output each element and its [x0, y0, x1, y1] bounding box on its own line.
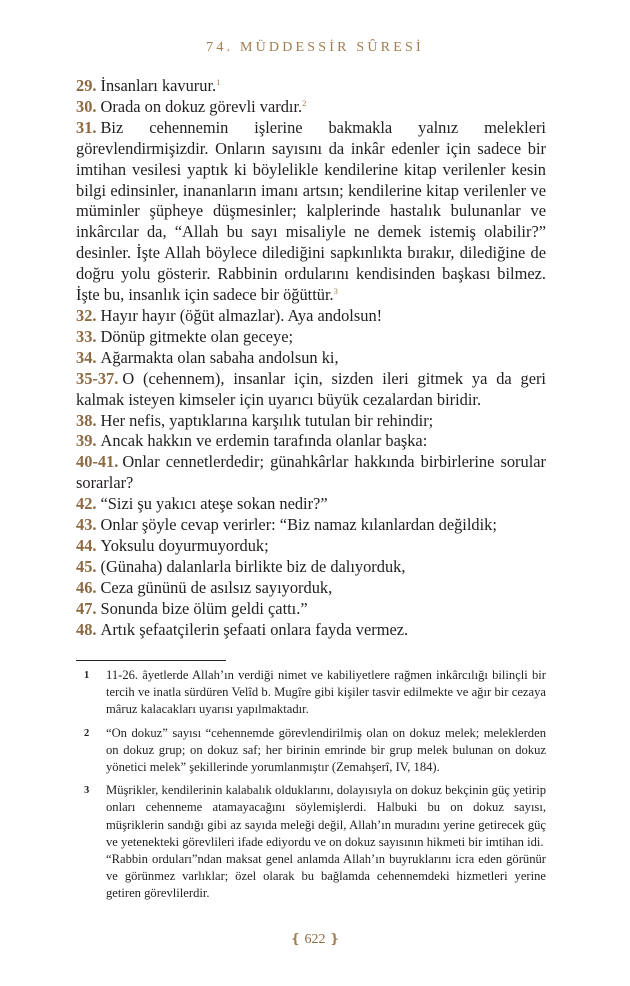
verse	[76, 369, 546, 411]
verse-number: 40-41.	[76, 452, 119, 472]
verse-text: Biz cehennemin işlerine bakmakla yalnız melekleri görevlendirmişizdir. Onların sayısını da inkâr edenler için sadece bir imtihan vesilesi yaptık ki böylelikle kendilerine kitap verilenler kesin bilgi edinsinler, inananların imanı artsın; kendilerine kitap verilenler ve müminler şüpheye düşmesinler; kalplerinde hastalık bulunanlar ve inkârcılar da, “Allah bu sayı misaliyle ne demek istemiş olabilir?” desinler. İşte Allah böylece dilediğini sapkınlıkta bırakır, dilediğine de doğru yolu gösterir. Rabbinin ordularını kendisinden başkası bilmez. İşte bu, insanlık için sadece bir öğüttür.	[76, 117, 546, 305]
footnote-paragraph: Müşrikler, kendilerinin kalabalık olduklarını, dolayısıyla on dokuz bekçinin güç yetirip onları cehenneme atamayacağını söylemişlerdi. Halbuki bu on dokuz sayısı, müşriklerin sandığı gibi az sayıda meleği değil, Allah’ın muradını yerine getirecek güç ve yetenekteki görevlileri ifade ediyordu ve on dokuz sayısının hikmeti bir imtihan idi.	[106, 783, 546, 849]
footnote-ref[interactable]: 1	[216, 77, 221, 87]
surah-header	[0, 40, 630, 56]
verse	[76, 348, 546, 369]
verse-number: 33.	[76, 326, 97, 346]
verse-number: 43.	[76, 515, 97, 535]
verse	[76, 494, 546, 515]
footnote-body	[106, 782, 546, 902]
verse	[76, 515, 546, 536]
verse	[76, 452, 546, 494]
footnote-ref[interactable]: 2	[302, 97, 307, 108]
verse-number: 42.	[76, 494, 97, 514]
verse	[76, 76, 546, 97]
footnote-paragraph: “On dokuz” sayısı “cehennemde görevlendirilmiş olan on dokuz melek; meleklerden on dokuz grup; on dokuz saf; her birinin emrinde bir grup melek bulunan on dokuz yönetici melek” şekillerinde yorumlanmıştır (Zemahşerî, IV, 184).	[106, 725, 546, 775]
verse-text: “Sizi şu yakıcı ateşe sokan nedir?”	[100, 494, 328, 514]
verse	[76, 578, 546, 599]
footnote-body	[106, 725, 546, 777]
footnote-number: 3	[84, 785, 90, 797]
verse	[76, 536, 546, 557]
verse-text: (Günaha) dalanlarla birlikte biz de dalıyorduk,	[100, 556, 406, 576]
verse-text: Onlar şöyle cevap verirler: “Biz namaz kılanlardan değildik;	[100, 515, 497, 535]
footnote	[76, 782, 546, 902]
verse	[76, 411, 546, 432]
footnote-paragraph: “Rabbin orduları”ndan maksat genel anlamda Allah’ın buyruklarını icra eden görünür ve görünmez varlıklar; özel olarak bu bağlamda cehennemdeki hizmetleri yerine getiren görevlilerdir.	[106, 852, 546, 901]
verse-number: 29.	[76, 76, 97, 95]
verse-number: 31.	[76, 117, 97, 137]
verse-text: Ancak hakkın ve erdemin tarafında olanlar başka:	[100, 431, 428, 451]
footnote-number: 1	[84, 670, 90, 681]
verse-text: İnsanları kavurur.	[100, 76, 217, 95]
verse-text: Ağarmakta olan sabaha andolsun ki,	[100, 347, 339, 367]
verse-text: Yoksulu doyurmuyorduk;	[100, 535, 269, 555]
verse-text: Hayır hayır (öğüt almazlar). Aya andolsun!	[100, 305, 383, 325]
verse	[76, 118, 546, 306]
verse-text: O (cehennem), insanlar için, sizden ileri gitmek ya da geri kalmak isteyen kimseler için uyarıcı büyük cezalardan biridir.	[76, 368, 546, 409]
footnote-divider	[76, 660, 226, 661]
verse-number: 46.	[76, 577, 97, 597]
verse	[76, 620, 546, 641]
surah-title: 74. MÜDDESSİR SÛRESİ	[206, 40, 424, 55]
verse-number: 44.	[76, 535, 97, 555]
verse	[76, 327, 546, 348]
verse	[76, 97, 546, 118]
verse-text: Onlar cennetlerdedir; günahkârlar hakkında birbirlerine sorular sorarlar?	[76, 452, 546, 493]
verse-text: Orada on dokuz görevli vardır.	[100, 96, 303, 116]
verse-number: 38.	[76, 410, 97, 430]
verse-number: 39.	[76, 431, 97, 451]
footnote-paragraph: 11-26. âyetlerde Allah’ın verdiği nimet ve kabiliyetlere rağmen inkârcılığı bilinçli bir tercih ve inatla sürdüren Velîd b. Mugîre gibi kişiler tasvir edilmekte ve ağır bir cezaya mâruz kalacakları uyarısı yapılmaktadır.	[106, 668, 546, 717]
verse	[76, 306, 546, 327]
verse-text: Sonunda bize ölüm geldi çattı.”	[100, 598, 308, 618]
verse-text: Dönüp gitmekte olan geceye;	[100, 326, 294, 346]
verse	[76, 557, 546, 578]
footnote-list	[76, 667, 546, 909]
footnote-body	[106, 667, 546, 719]
verse-text: Her nefis, yaptıklarına karşılık tutulan bir rehindir;	[100, 410, 434, 430]
left-ornament-icon: ❴	[290, 931, 301, 946]
verse	[76, 431, 546, 452]
verse-number: 45.	[76, 556, 97, 576]
verse-list	[76, 76, 546, 640]
verse-text: Artık şefaatçilerin şefaati onlara fayda vermez.	[100, 619, 409, 639]
verse-text: Ceza gününü de asılsız sayıyorduk,	[100, 577, 333, 597]
verse-number: 35-37.	[76, 368, 119, 388]
verse	[76, 599, 546, 620]
verse-number: 47.	[76, 598, 97, 618]
verse-number: 48.	[76, 619, 97, 639]
right-ornament-icon: ❵	[329, 931, 340, 946]
page-number: 622	[304, 932, 326, 947]
footnote-ref[interactable]: 3	[333, 286, 338, 297]
footnote-number: 2	[84, 727, 90, 739]
footnote	[76, 667, 546, 719]
verse-number: 32.	[76, 305, 97, 325]
verse-number: 34.	[76, 347, 97, 367]
verse-number: 30.	[76, 96, 97, 116]
footnote	[76, 725, 546, 777]
page-number-block	[0, 931, 630, 948]
